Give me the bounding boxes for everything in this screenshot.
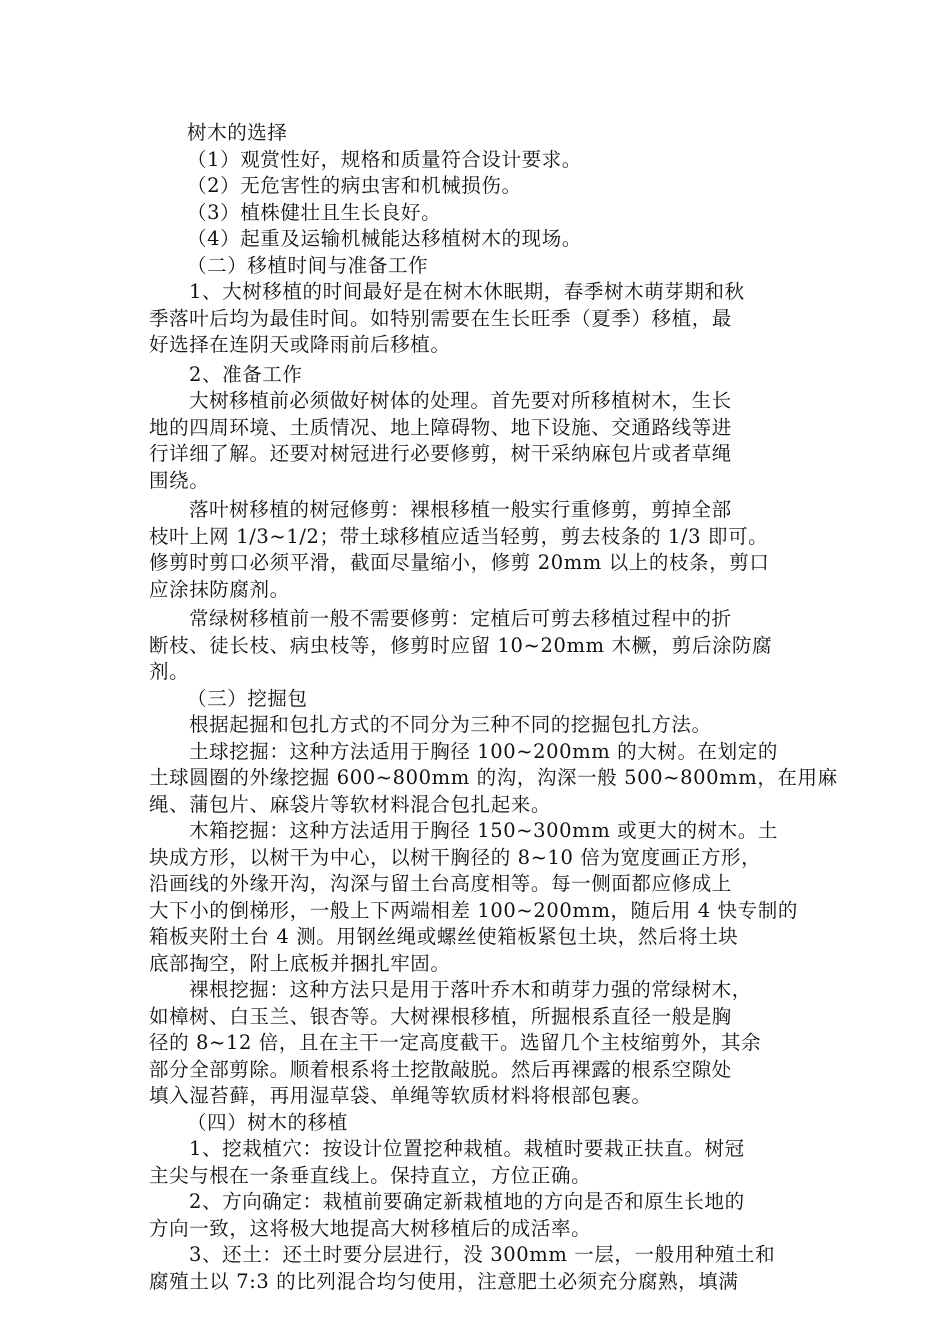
- text-line: 落叶树移植的树冠修剪：裸根移植一般实行重修剪，剪掉全部: [189, 498, 732, 521]
- text-line: 底部掏空，附上底板并捆扎牢固。: [149, 951, 451, 975]
- text-line: 常绿树移植前一般不需要修剪：定植后可剪去移植过程中的折: [189, 607, 732, 630]
- text-line: 2、方向确定：栽植前要确定新栽植地的方向是否和原生长地的: [189, 1190, 745, 1213]
- section-heading: （二）移植时间与准备工作: [187, 253, 429, 277]
- text-line: 枝叶上网 1/3~1/2；带土球移植应适当轻剪，剪去枝条的 1/3 即可。: [149, 524, 769, 548]
- text-line: 剂。: [149, 660, 190, 683]
- text-line: 块成方形，以树干为中心，以树干胸径的 8~10 倍为宽度画正方形，: [149, 845, 762, 869]
- text-line: 裸根挖掘：这种方法只是用于落叶乔木和萌芽力强的常绿树木，: [189, 978, 752, 1001]
- list-item: （2）无危害性的病虫害和机械损伤。: [187, 174, 522, 197]
- text-line: 断枝、徒长枝、病虫枝等，修剪时应留 10~20mm 木橛，剪后涂防腐: [149, 633, 773, 657]
- text-line: 绳、蒲包片、麻袋片等软材料混合包扎起来。: [149, 792, 552, 816]
- text-line: 1、大树移植的时间最好是在树木休眠期，春季树木萌芽期和秋: [189, 280, 745, 303]
- section-heading: （四）树木的移植: [187, 1110, 348, 1134]
- text-line: 填入湿苔藓，再用湿草袋、单绳等软质材料将根部包裹。: [149, 1084, 652, 1107]
- text-line: 如樟树、白玉兰、银杏等。大树裸根移植，所掘根系直径一般是胸: [149, 1004, 732, 1028]
- text-line: 好选择在连阴天或降雨前后移植。: [149, 333, 451, 356]
- list-item: （1）观赏性好，规格和质量符合设计要求。: [187, 147, 582, 171]
- text-line: 修剪时剪口必须平滑，截面尽量缩小，修剪 20mm 以上的枝条，剪口: [149, 551, 770, 574]
- text-line: 腐殖土以 7:3 的比列混合均匀使用，注意肥土必须充分腐熟，填满: [149, 1269, 739, 1293]
- text-line: 径的 8~12 倍，且在主干一定高度截干。选留几个主枝缩剪外，其余: [149, 1031, 762, 1054]
- document-body: [149, 120, 838, 1295]
- text-line: 1、挖栽植穴：按设计位置挖种栽植。栽植时要栽正扶直。树冠: [189, 1137, 745, 1160]
- list-item: （4）起重及运输机械能达移植树木的现场。: [187, 227, 582, 250]
- text-line: 主尖与根在一条垂直线上。保持直立，方位正确。: [149, 1163, 592, 1187]
- text-line: 根据起掘和包扎方式的不同分为三种不同的挖掘包扎方法。: [189, 713, 712, 736]
- list-item: （3）植株健壮且生长良好。: [187, 200, 442, 224]
- text-line: 大下小的倒梯形，一般上下两端相差 100~200mm，随后用 4 快专制的: [149, 898, 798, 922]
- text-line: 箱板夹附土台 4 测。用钢丝绳或螺丝使箱板紧包土块，然后将土块: [149, 925, 739, 948]
- text-line: 木箱挖掘：这种方法适用于胸径 150~300mm 或更大的树木。土: [189, 819, 778, 842]
- text-line: 土球挖掘：这种方法适用于胸径 100~200mm 的大树。在划定的: [189, 739, 778, 763]
- section-heading: 树木的选择: [187, 121, 288, 144]
- text-line: 沿画线的外缘开沟，沟深与留土台高度相等。每一侧面都应修成上: [149, 872, 732, 895]
- text-line: 行详细了解。还要对树冠进行必要修剪，树干采纳麻包片或者草绳: [149, 442, 732, 465]
- text-line: 应涂抹防腐剂。: [149, 577, 290, 601]
- text-line: 大树移植前必须做好树体的处理。首先要对所移植树木，生长: [189, 389, 732, 412]
- section-heading: （三）挖掘包: [187, 686, 308, 710]
- text-line: 地的四周环境、土质情况、地上障碍物、地下设施、交通路线等进: [149, 415, 732, 439]
- text-line: 方向一致，这将极大地提高大树移植后的成活率。: [149, 1216, 592, 1240]
- text-line: 土球圆圈的外缘挖掘 600~800mm 的沟，沟深一般 500~800mm，在用麻: [149, 766, 838, 789]
- subsection-heading: 2、准备工作: [189, 362, 303, 386]
- text-line: 部分全部剪除。顺着根系将土挖散敲脱。然后再裸露的根系空隙处: [149, 1057, 732, 1081]
- text-line: 围绕。: [149, 468, 210, 492]
- text-line: 3、还土：还土时要分层进行，没 300mm 一层，一般用种殖土和: [189, 1243, 776, 1266]
- text-line: 季落叶后均为最佳时间。如特别需要在生长旺季（夏季）移植，最: [149, 306, 732, 330]
